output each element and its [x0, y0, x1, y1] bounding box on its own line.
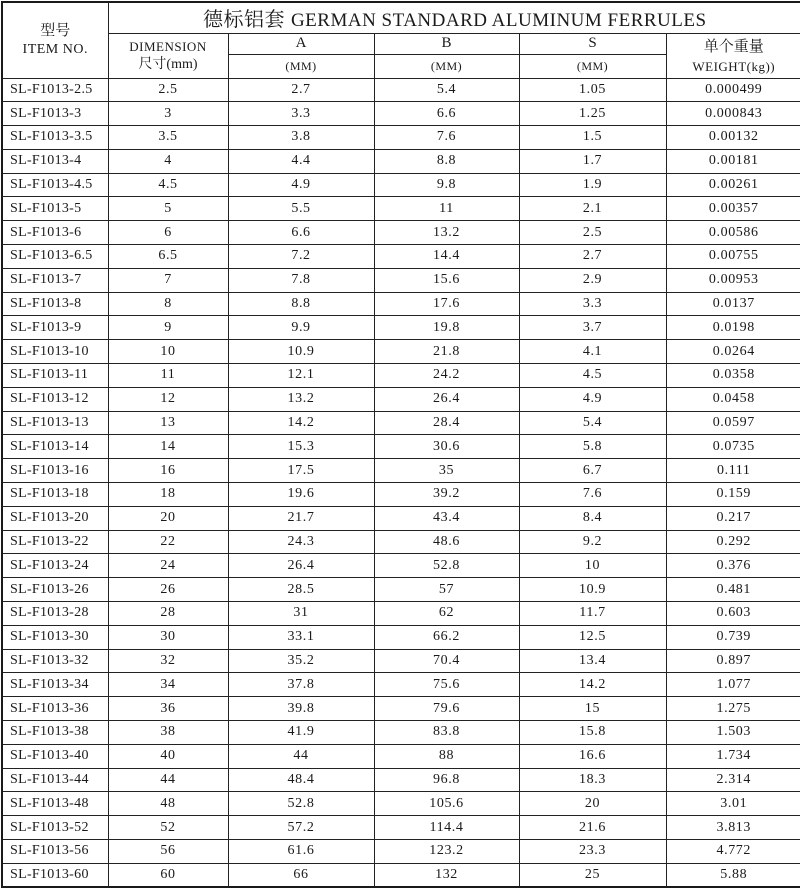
dimension-cell: 48 — [108, 792, 228, 816]
table-row — [2, 78, 800, 102]
item-no-cell: SL-F1013-26 — [2, 578, 108, 602]
item-no-cell: SL-F1013-24 — [2, 554, 108, 578]
table-row — [2, 816, 800, 840]
a-cell: 35.2 — [228, 649, 374, 673]
item-no-cell: SL-F1013-9 — [2, 316, 108, 340]
item-no-cell: SL-F1013-44 — [2, 768, 108, 792]
a-cell: 6.6 — [228, 221, 374, 245]
s-cell: 3.7 — [519, 316, 666, 340]
table-row — [2, 245, 800, 269]
s-cell: 1.05 — [519, 78, 666, 102]
item-no-header-zh: 型号 — [3, 21, 108, 41]
item-no-cell: SL-F1013-56 — [2, 840, 108, 864]
weight-cell: 0.0597 — [666, 411, 800, 435]
dimension-cell: 52 — [108, 816, 228, 840]
dimension-cell: 14 — [108, 435, 228, 459]
item-no-cell: SL-F1013-20 — [2, 506, 108, 530]
a-cell: 12.1 — [228, 364, 374, 388]
item-no-cell: SL-F1013-28 — [2, 602, 108, 626]
a-cell: 7.2 — [228, 245, 374, 269]
weight-cell: 0.0264 — [666, 340, 800, 364]
weight-header-en: WEIGHT(kg)) — [667, 59, 800, 75]
dimension-cell: 28 — [108, 602, 228, 626]
b-cell: 132 — [374, 863, 519, 887]
dimension-cell: 32 — [108, 649, 228, 673]
table-row — [2, 792, 800, 816]
a-cell: 28.5 — [228, 578, 374, 602]
s-cell: 10.9 — [519, 578, 666, 602]
item-no-cell: SL-F1013-8 — [2, 292, 108, 316]
dimension-cell: 38 — [108, 721, 228, 745]
table-row — [2, 506, 800, 530]
b-cell: 21.8 — [374, 340, 519, 364]
table-row — [2, 554, 800, 578]
weight-header-zh: 单个重量 — [667, 36, 800, 59]
a-cell: 57.2 — [228, 816, 374, 840]
table-row — [2, 721, 800, 745]
table-row — [2, 744, 800, 768]
item-no-header-en: ITEM NO. — [3, 41, 108, 59]
a-cell: 61.6 — [228, 840, 374, 864]
item-no-cell: SL-F1013-10 — [2, 340, 108, 364]
item-no-cell: SL-F1013-32 — [2, 649, 108, 673]
s-cell: 3.3 — [519, 292, 666, 316]
item-no-cell: SL-F1013-7 — [2, 268, 108, 292]
a-cell: 21.7 — [228, 506, 374, 530]
page-title-zh: 德标铝套 — [203, 9, 285, 31]
dimension-cell: 10 — [108, 340, 228, 364]
weight-cell: 0.0137 — [666, 292, 800, 316]
b-cell: 114.4 — [374, 816, 519, 840]
s-cell: 13.4 — [519, 649, 666, 673]
a-cell: 4.9 — [228, 173, 374, 197]
dimension-cell: 30 — [108, 625, 228, 649]
b-cell: 88 — [374, 744, 519, 768]
s-cell: 23.3 — [519, 840, 666, 864]
dimension-cell: 2.5 — [108, 78, 228, 102]
title-row — [2, 2, 800, 33]
dimension-cell: 16 — [108, 459, 228, 483]
weight-cell: 5.88 — [666, 863, 800, 887]
s-cell: 11.7 — [519, 602, 666, 626]
weight-cell: 0.159 — [666, 483, 800, 507]
b-cell: 57 — [374, 578, 519, 602]
b-cell: 11 — [374, 197, 519, 221]
s-cell: 1.9 — [519, 173, 666, 197]
weight-cell: 0.00357 — [666, 197, 800, 221]
s-cell: 12.5 — [519, 625, 666, 649]
unit-header-s: (MM) — [519, 54, 666, 78]
a-cell: 9.9 — [228, 316, 374, 340]
table-header — [2, 2, 800, 78]
s-cell: 2.1 — [519, 197, 666, 221]
item-no-cell: SL-F1013-3 — [2, 102, 108, 126]
s-cell: 5.4 — [519, 411, 666, 435]
a-cell: 3.8 — [228, 126, 374, 150]
b-cell: 105.6 — [374, 792, 519, 816]
item-no-cell: SL-F1013-18 — [2, 483, 108, 507]
a-cell: 4.4 — [228, 149, 374, 173]
a-cell: 17.5 — [228, 459, 374, 483]
weight-cell: 0.111 — [666, 459, 800, 483]
spec-sheet — [0, 1, 800, 888]
s-cell: 14.2 — [519, 673, 666, 697]
b-cell: 39.2 — [374, 483, 519, 507]
b-cell: 70.4 — [374, 649, 519, 673]
b-cell: 48.6 — [374, 530, 519, 554]
table-row — [2, 149, 800, 173]
s-cell: 25 — [519, 863, 666, 887]
s-cell: 8.4 — [519, 506, 666, 530]
dimension-header — [108, 33, 228, 78]
dimension-cell: 56 — [108, 840, 228, 864]
s-cell: 2.9 — [519, 268, 666, 292]
item-no-cell: SL-F1013-30 — [2, 625, 108, 649]
item-no-cell: SL-F1013-4 — [2, 149, 108, 173]
table-row — [2, 863, 800, 887]
a-cell: 19.6 — [228, 483, 374, 507]
dimension-cell: 5 — [108, 197, 228, 221]
weight-cell: 0.217 — [666, 506, 800, 530]
item-no-cell: SL-F1013-6 — [2, 221, 108, 245]
a-cell: 8.8 — [228, 292, 374, 316]
column-letter-row — [2, 33, 800, 54]
dimension-cell: 3.5 — [108, 126, 228, 150]
table-row — [2, 840, 800, 864]
table-row — [2, 483, 800, 507]
item-no-cell: SL-F1013-2.5 — [2, 78, 108, 102]
b-cell: 79.6 — [374, 697, 519, 721]
dimension-cell: 36 — [108, 697, 228, 721]
page-title — [108, 2, 800, 33]
weight-cell: 0.292 — [666, 530, 800, 554]
weight-cell: 1.275 — [666, 697, 800, 721]
a-cell: 3.3 — [228, 102, 374, 126]
b-cell: 35 — [374, 459, 519, 483]
item-no-cell: SL-F1013-22 — [2, 530, 108, 554]
item-no-cell: SL-F1013-14 — [2, 435, 108, 459]
item-no-cell: SL-F1013-11 — [2, 364, 108, 388]
dimension-cell: 18 — [108, 483, 228, 507]
b-cell: 62 — [374, 602, 519, 626]
weight-cell: 0.00132 — [666, 126, 800, 150]
table-row — [2, 625, 800, 649]
a-cell: 24.3 — [228, 530, 374, 554]
s-cell: 1.7 — [519, 149, 666, 173]
dimension-cell: 13 — [108, 411, 228, 435]
s-cell: 5.8 — [519, 435, 666, 459]
table-body — [2, 78, 800, 887]
weight-cell: 0.00181 — [666, 149, 800, 173]
weight-header — [666, 33, 800, 78]
b-cell: 30.6 — [374, 435, 519, 459]
item-no-cell: SL-F1013-6.5 — [2, 245, 108, 269]
s-cell: 4.5 — [519, 364, 666, 388]
b-cell: 43.4 — [374, 506, 519, 530]
table-row — [2, 126, 800, 150]
weight-cell: 0.0358 — [666, 364, 800, 388]
s-cell: 10 — [519, 554, 666, 578]
b-cell: 13.2 — [374, 221, 519, 245]
dimension-cell: 4.5 — [108, 173, 228, 197]
item-no-cell: SL-F1013-36 — [2, 697, 108, 721]
item-no-header — [2, 2, 108, 78]
weight-cell: 0.00755 — [666, 245, 800, 269]
dimension-cell: 6.5 — [108, 245, 228, 269]
weight-cell: 4.772 — [666, 840, 800, 864]
a-cell: 5.5 — [228, 197, 374, 221]
weight-cell: 0.603 — [666, 602, 800, 626]
column-header-s: S — [519, 33, 666, 54]
weight-cell: 0.376 — [666, 554, 800, 578]
weight-cell: 0.897 — [666, 649, 800, 673]
weight-cell: 0.739 — [666, 625, 800, 649]
weight-cell: 0.000843 — [666, 102, 800, 126]
dimension-cell: 40 — [108, 744, 228, 768]
b-cell: 8.8 — [374, 149, 519, 173]
dimension-cell: 4 — [108, 149, 228, 173]
b-cell: 17.6 — [374, 292, 519, 316]
b-cell: 9.8 — [374, 173, 519, 197]
a-cell: 13.2 — [228, 387, 374, 411]
b-cell: 26.4 — [374, 387, 519, 411]
table-row — [2, 768, 800, 792]
b-cell: 83.8 — [374, 721, 519, 745]
dimension-cell: 60 — [108, 863, 228, 887]
dimension-cell: 24 — [108, 554, 228, 578]
s-cell: 20 — [519, 792, 666, 816]
s-cell: 4.9 — [519, 387, 666, 411]
unit-header-b: (MM) — [374, 54, 519, 78]
weight-cell: 0.00261 — [666, 173, 800, 197]
s-cell: 9.2 — [519, 530, 666, 554]
s-cell: 2.7 — [519, 245, 666, 269]
a-cell: 26.4 — [228, 554, 374, 578]
dimension-cell: 3 — [108, 102, 228, 126]
table-row — [2, 102, 800, 126]
item-no-cell: SL-F1013-13 — [2, 411, 108, 435]
item-no-cell: SL-F1013-16 — [2, 459, 108, 483]
table-row — [2, 340, 800, 364]
dimension-cell: 44 — [108, 768, 228, 792]
table-row — [2, 292, 800, 316]
weight-cell: 1.503 — [666, 721, 800, 745]
dimension-header-en: DIMENSION — [109, 37, 228, 57]
s-cell: 6.7 — [519, 459, 666, 483]
table-row — [2, 364, 800, 388]
dimension-cell: 8 — [108, 292, 228, 316]
b-cell: 75.6 — [374, 673, 519, 697]
s-cell: 21.6 — [519, 816, 666, 840]
ferrule-spec-table — [1, 1, 800, 888]
table-row — [2, 649, 800, 673]
table-row — [2, 578, 800, 602]
a-cell: 15.3 — [228, 435, 374, 459]
dimension-cell: 9 — [108, 316, 228, 340]
unit-header-a: (MM) — [228, 54, 374, 78]
b-cell: 15.6 — [374, 268, 519, 292]
dimension-cell: 7 — [108, 268, 228, 292]
dimension-cell: 34 — [108, 673, 228, 697]
a-cell: 2.7 — [228, 78, 374, 102]
b-cell: 96.8 — [374, 768, 519, 792]
s-cell: 16.6 — [519, 744, 666, 768]
b-cell: 19.8 — [374, 316, 519, 340]
table-row — [2, 459, 800, 483]
a-cell: 31 — [228, 602, 374, 626]
weight-cell: 0.000499 — [666, 78, 800, 102]
s-cell: 1.5 — [519, 126, 666, 150]
weight-cell: 1.077 — [666, 673, 800, 697]
page-title-en: GERMAN STANDARD ALUMINUM FERRULES — [291, 10, 707, 31]
b-cell: 7.6 — [374, 126, 519, 150]
b-cell: 6.6 — [374, 102, 519, 126]
a-cell: 52.8 — [228, 792, 374, 816]
a-cell: 39.8 — [228, 697, 374, 721]
table-row — [2, 697, 800, 721]
weight-cell: 0.481 — [666, 578, 800, 602]
dimension-cell: 20 — [108, 506, 228, 530]
weight-cell: 0.0458 — [666, 387, 800, 411]
weight-cell: 0.00586 — [666, 221, 800, 245]
b-cell: 123.2 — [374, 840, 519, 864]
item-no-cell: SL-F1013-3.5 — [2, 126, 108, 150]
column-header-b: B — [374, 33, 519, 54]
a-cell: 33.1 — [228, 625, 374, 649]
weight-cell: 0.0198 — [666, 316, 800, 340]
a-cell: 10.9 — [228, 340, 374, 364]
table-row — [2, 411, 800, 435]
table-row — [2, 387, 800, 411]
item-no-cell: SL-F1013-40 — [2, 744, 108, 768]
weight-cell: 0.0735 — [666, 435, 800, 459]
item-no-cell: SL-F1013-5 — [2, 197, 108, 221]
dimension-cell: 11 — [108, 364, 228, 388]
b-cell: 28.4 — [374, 411, 519, 435]
a-cell: 66 — [228, 863, 374, 887]
s-cell: 7.6 — [519, 483, 666, 507]
s-cell: 2.5 — [519, 221, 666, 245]
s-cell: 18.3 — [519, 768, 666, 792]
b-cell: 66.2 — [374, 625, 519, 649]
column-header-a: A — [228, 33, 374, 54]
item-no-cell: SL-F1013-60 — [2, 863, 108, 887]
item-no-cell: SL-F1013-38 — [2, 721, 108, 745]
dimension-cell: 12 — [108, 387, 228, 411]
dimension-cell: 22 — [108, 530, 228, 554]
table-row — [2, 435, 800, 459]
b-cell: 14.4 — [374, 245, 519, 269]
dimension-header-zh: 尺寸(mm) — [109, 56, 228, 74]
b-cell: 24.2 — [374, 364, 519, 388]
table-row — [2, 602, 800, 626]
dimension-cell: 6 — [108, 221, 228, 245]
weight-cell: 0.00953 — [666, 268, 800, 292]
a-cell: 14.2 — [228, 411, 374, 435]
dimension-cell: 26 — [108, 578, 228, 602]
a-cell: 7.8 — [228, 268, 374, 292]
a-cell: 48.4 — [228, 768, 374, 792]
a-cell: 44 — [228, 744, 374, 768]
table-row — [2, 221, 800, 245]
table-row — [2, 173, 800, 197]
s-cell: 4.1 — [519, 340, 666, 364]
table-row — [2, 316, 800, 340]
s-cell: 1.25 — [519, 102, 666, 126]
a-cell: 41.9 — [228, 721, 374, 745]
weight-cell: 1.734 — [666, 744, 800, 768]
item-no-cell: SL-F1013-4.5 — [2, 173, 108, 197]
item-no-cell: SL-F1013-52 — [2, 816, 108, 840]
weight-cell: 3.813 — [666, 816, 800, 840]
table-row — [2, 530, 800, 554]
table-row — [2, 197, 800, 221]
item-no-cell: SL-F1013-34 — [2, 673, 108, 697]
table-row — [2, 673, 800, 697]
b-cell: 5.4 — [374, 78, 519, 102]
b-cell: 52.8 — [374, 554, 519, 578]
weight-cell: 2.314 — [666, 768, 800, 792]
item-no-cell: SL-F1013-12 — [2, 387, 108, 411]
a-cell: 37.8 — [228, 673, 374, 697]
s-cell: 15.8 — [519, 721, 666, 745]
table-row — [2, 268, 800, 292]
item-no-cell: SL-F1013-48 — [2, 792, 108, 816]
s-cell: 15 — [519, 697, 666, 721]
weight-cell: 3.01 — [666, 792, 800, 816]
